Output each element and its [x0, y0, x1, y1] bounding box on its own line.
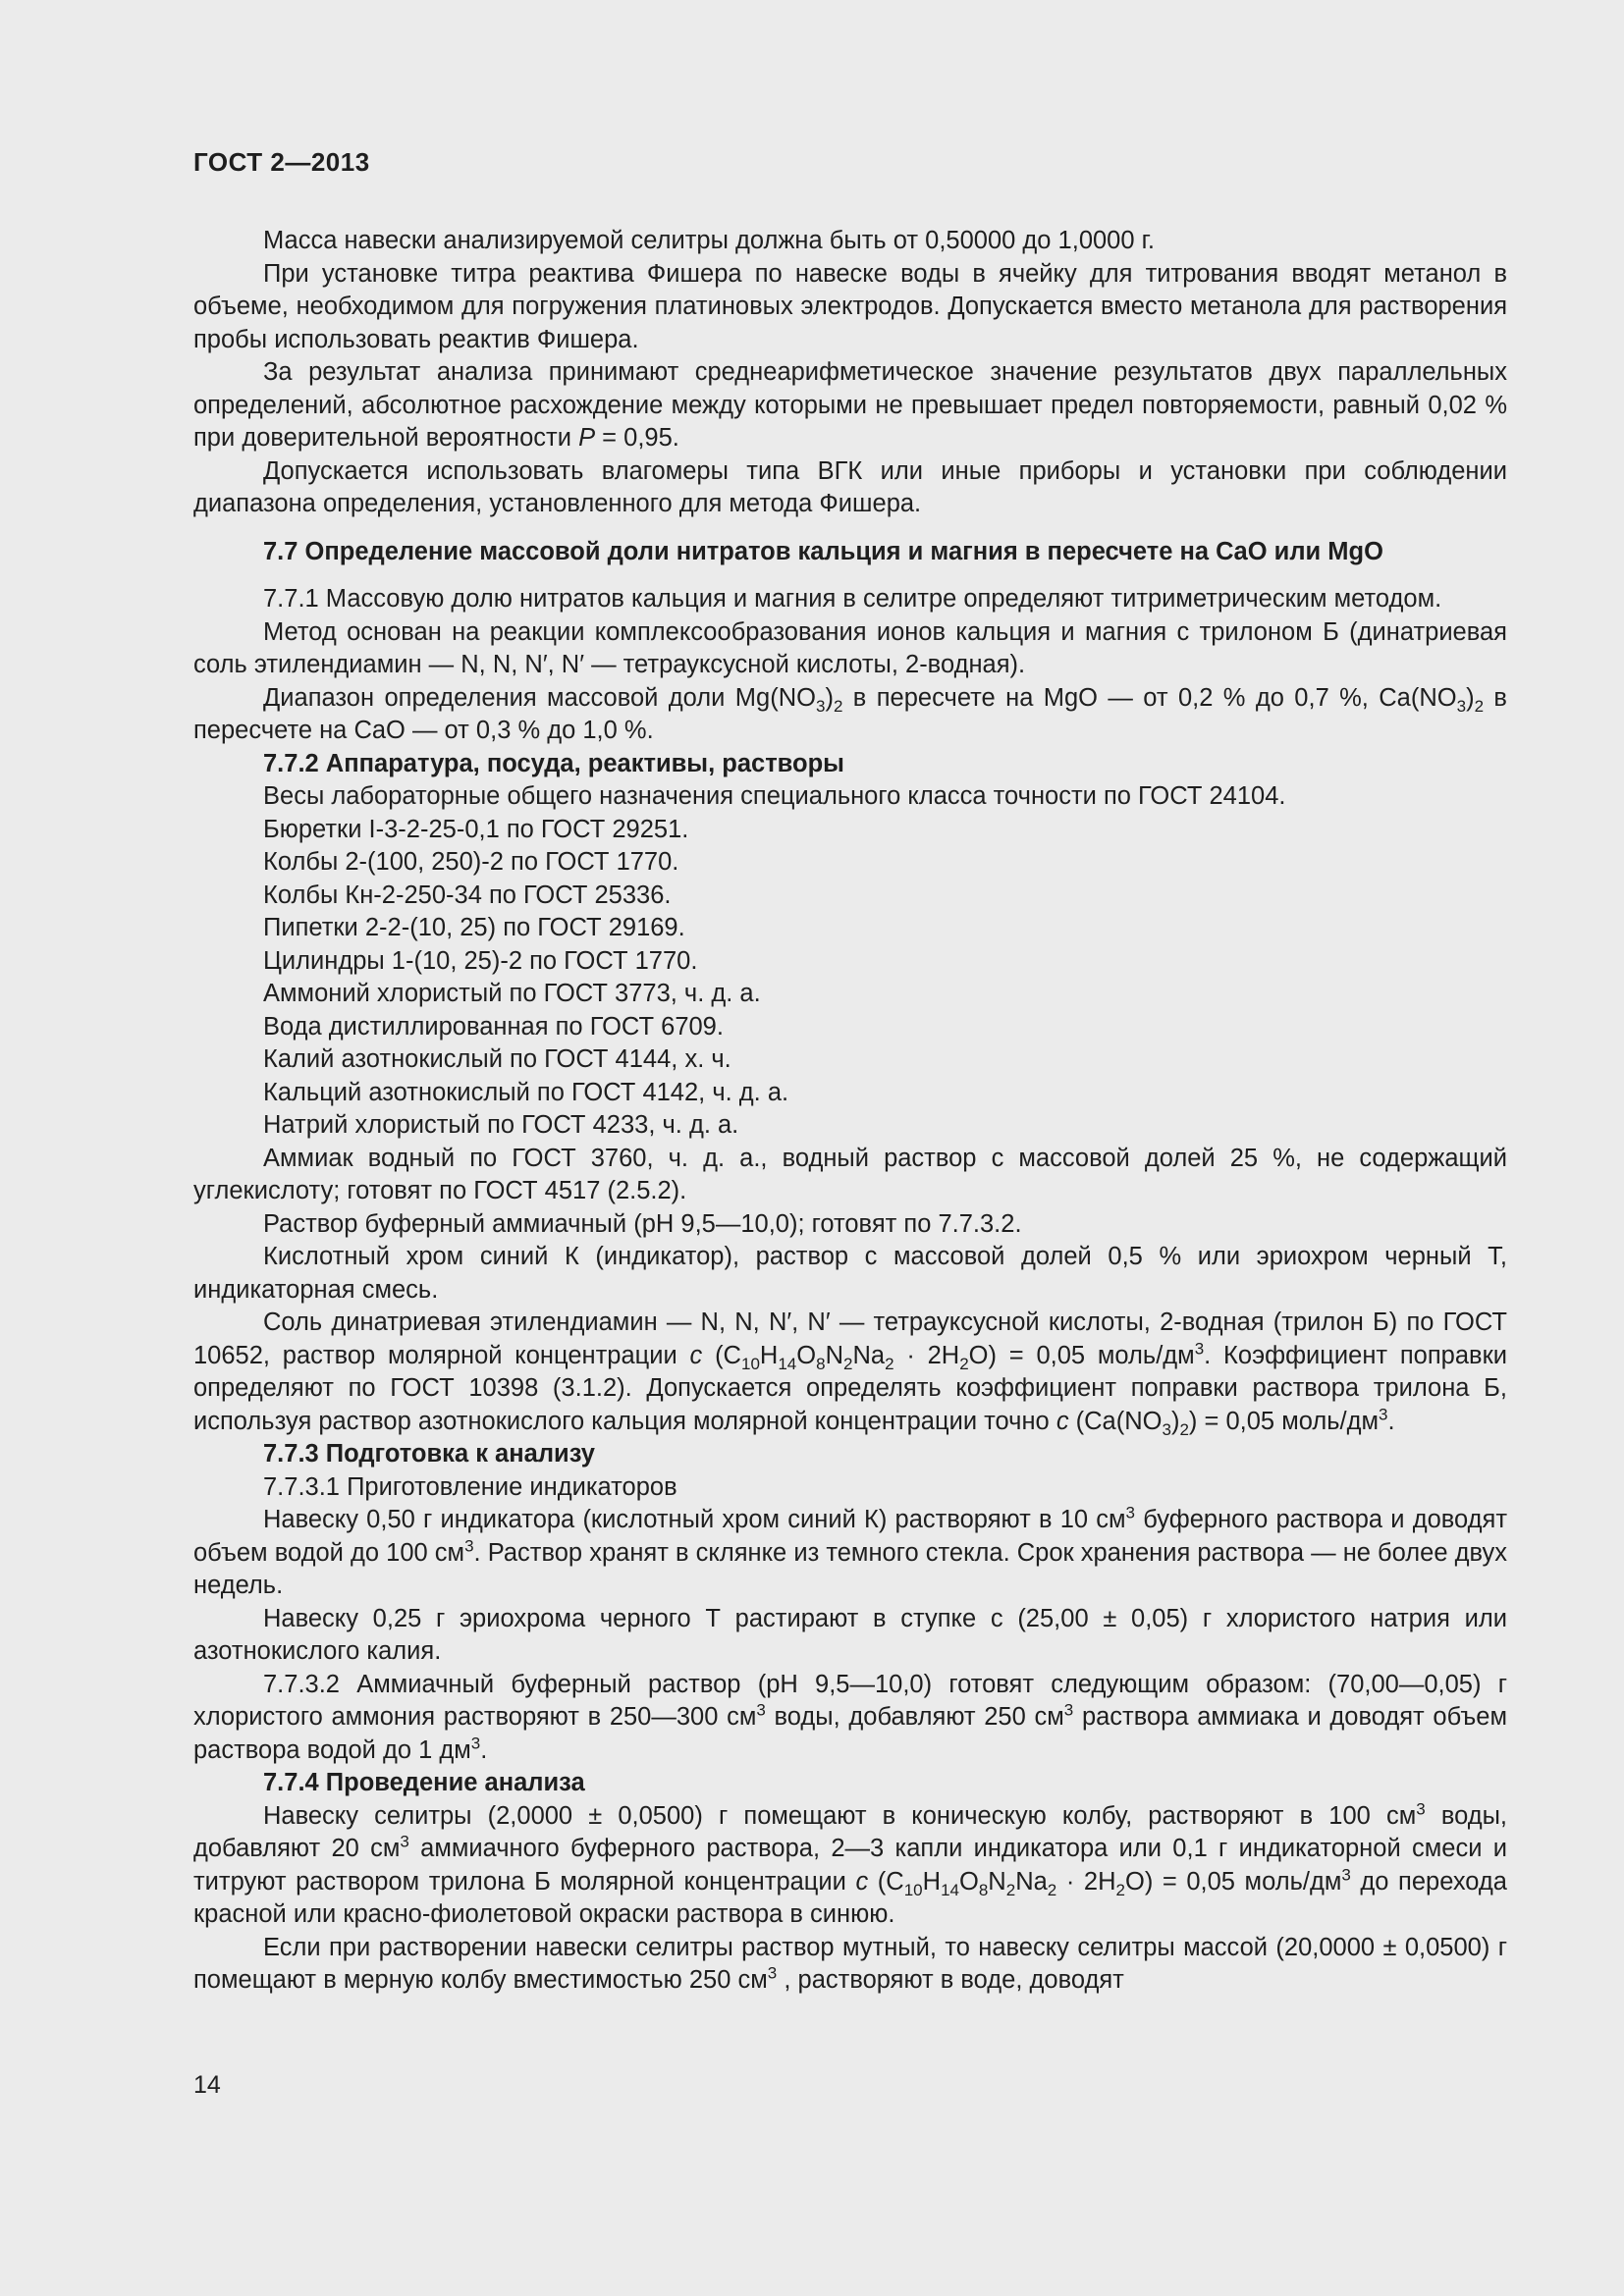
subsection-heading: 7.7.3 Подготовка к анализу: [263, 1440, 595, 1468]
paragraph: Навеску селитры (2,0000 ± 0,0500) г помещают в коническую колбу, растворяют в 100 $см^3$ воды, добавляют 20 $см^3$ аммиачного буферного раствора, 2—3 капли индикатора или 0,1 г индикаторной смеси и титруют раствором трилона Б молярной концентрации c $(C_{10}H_{14}O_8N_2Na_2 \cdot 2H_2O) = 0,05$ моль/$дм^3$ до перехода красной или красно-фиолетовой окраски раствора в синюю.: [193, 1799, 1508, 1928]
document-header: ГОСТ 2—2013: [193, 147, 370, 177]
paragraph: Вода дистиллированная по ГОСТ 6709.: [263, 1012, 724, 1041]
paragraph: За результат анализа принимают среднеарифметическое значение результатов двух параллельных определений, абсолютное расхождение между которыми не превышает предел повторяемости, равный 0,02 % при доверительной вероятности P = 0,95.: [193, 358, 1507, 452]
paragraph: Навеску 0,25 г эриохрома черного Т растирают в ступке с (25,00 ± 0,05) г хлористого натрия или азотнокислого калия.: [193, 1604, 1507, 1665]
paragraph: 7.7.1 Массовую долю нитратов кальция и магния в селитре определяют титриметрическим методом.: [263, 585, 1442, 613]
paragraph: Диапазон определения массовой доли $Mg(NO_3)_2$ в пересчете на MgO — от 0,2 % до 0,7 %, $Ca(NO_3)_2$ в пересчете на CaO — от 0,3 % до 1,0 %.: [193, 683, 1507, 744]
paragraph: Пипетки 2-2-(10, 25) по ГОСТ 29169.: [263, 914, 685, 941]
paragraph: Навеску 0,50 г индикатора (кислотный хром синий К) растворяют в 10 $см^3$ буферного раствора и доводят объем водой до 100 $см^3$. Раствор хранят в склянке из темного стекла. Срок хранения раствора — не более двух недель.: [193, 1503, 1508, 1599]
section-heading: 7.7 Определение массовой доли нитратов кальция и магния в пересчете на CaO или MgO: [263, 537, 1383, 565]
paragraph: Масса навески анализируемой селитры должна быть от 0,50000 до 1,0000 г.: [263, 227, 1155, 254]
paragraph: Соль динатриевая этилендиамин — N, N, N′, N′ — тетрауксусной кислоты, 2-водная (трилон Б) по ГОСТ 10652, раствор молярной концентрации c $(C_{10}H_{14}O_8N_2Na_2 \cdot 2H_2O) = 0,05$ моль/$дм^3$. Коэффициент поправки определяют по ГОСТ 10398 (3.1.2). Допускается определять коэффициент поправки раствора трилона Б, используя раствор азотнокислого кальция молярной концентрации точно c $(Ca(NO_3)_2) = 0,05$ моль/$дм^3$.: [193, 1308, 1507, 1439]
paragraph: Раствор буферный аммиачный (pH 9,5—10,0); готовят по 7.7.3.2.: [263, 1209, 1022, 1238]
paragraph: Цилиндры 1-(10, 25)-2 по ГОСТ 1770.: [263, 946, 698, 975]
paragraph: При установке титра реактива Фишера по навеске воды в ячейку для титрования вводят метанол в объеме, необходимом для погружения платиновых электродов. Допускается вместо метанола для растворения пробы использовать реактив Фишера.: [193, 259, 1507, 353]
paragraph: Метод основан на реакции комплексообразования ионов кальция и магния с трилоном Б (динатриевая соль этилендиамин — N, N, N′, N′ — тетрауксусной кислоты, 2-водная).: [193, 617, 1507, 678]
page-number: 14: [193, 2071, 221, 2099]
paragraph: 7.7.3.2 Аммиачный буферный раствор (pH 9,5—10,0) готовят следующим образом: (70,00—0,05) г хлористого аммония растворяют в 250—300 $см^3$ воды, добавляют 250 $см^3$ раствора аммиака и доводят объем раствора водой до 1 $дм^3$.: [193, 1670, 1508, 1764]
paragraph: Если при растворении навески селитры раствор мутный, то навеску селитры массой (20,0000 ± 0,0500) г помещают в мерную колбу вместимостью 250 $см^3$ , растворяют в воде, доводят: [193, 1933, 1507, 1994]
subsection-heading: 7.7.2 Аппаратура, посуда, реактивы, растворы: [263, 749, 844, 777]
paragraph: Кальций азотнокислый по ГОСТ 4142, ч. д. а.: [263, 1078, 789, 1106]
paragraph: Калий азотнокислый по ГОСТ 4144, х. ч.: [263, 1045, 731, 1073]
paragraph: Весы лабораторные общего назначения специального класса точности по ГОСТ 24104.: [263, 782, 1286, 810]
paragraph: Колбы Кн-2-250-34 по ГОСТ 25336.: [263, 881, 672, 909]
document-body: [193, 225, 1507, 1998]
paragraph: 7.7.3.1 Приготовление индикаторов: [263, 1472, 677, 1501]
subsection-heading: 7.7.4 Проведение анализа: [263, 1769, 585, 1796]
paragraph: Аммоний хлористый по ГОСТ 3773, ч. д. а.: [263, 980, 761, 1007]
paragraph: Натрий хлористый по ГОСТ 4233, ч. д. а.: [263, 1111, 739, 1139]
paragraph: Колбы 2-(100, 250)-2 по ГОСТ 1770.: [263, 848, 679, 876]
paragraph: Бюретки I-3-2-25-0,1 по ГОСТ 29251.: [263, 815, 689, 843]
paragraph: Допускается использовать влагомеры типа ВГК или иные приборы и установки при соблюдении диапазона определения, установленного для метода Фишера.: [193, 456, 1507, 517]
paragraph: Аммиак водный по ГОСТ 3760, ч. д. а., водный раствор с массовой долей 25 %, не содержащий углекислоту; готовят по ГОСТ 4517 (2.5.2).: [193, 1144, 1507, 1204]
paragraph: Кислотный хром синий К (индикатор), раствор с массовой долей 0,5 % или эриохром черный Т, индикаторная смесь.: [193, 1243, 1507, 1304]
